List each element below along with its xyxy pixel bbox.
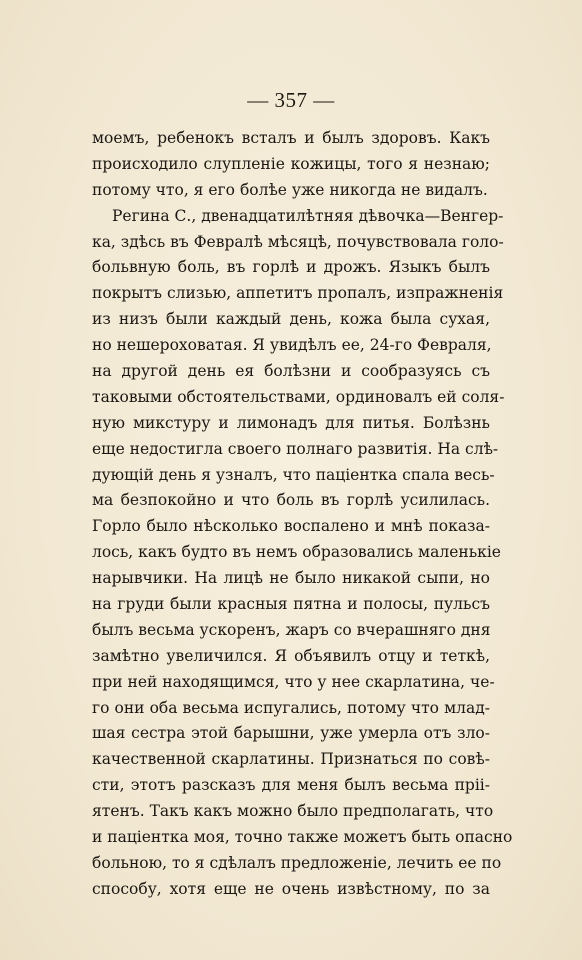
- text-line: ма безпокойно и что боль въ горлѣ усилилась.: [92, 491, 490, 510]
- text-line: потому что, я его болѣе уже никогда не видалъ.: [92, 180, 488, 199]
- text-line: ка, здѣсь въ Февралѣ мѣсяцѣ, почувствовала голо-: [92, 232, 504, 251]
- text-line: при ней находящимся, что у нее скарлатина, че-: [92, 672, 495, 691]
- text-line: больвную боль, въ горлѣ и дрожъ. Языкъ былъ: [92, 258, 490, 277]
- paragraph-start-line: Регина С., двенадцатилѣтняя дѣвочка—Венгер-: [112, 206, 504, 225]
- text-line: покрытъ слизью, аппетитъ пропалъ, изпражненія: [92, 284, 504, 303]
- text-line: но нешероховатая. Я увидѣлъ ее, 24-го Февраля,: [92, 336, 492, 355]
- text-line: таковыми обстоятельствами, ординовалъ ей соля-: [92, 387, 505, 406]
- text-line: из низъ были каждый день, кожа была сухая,: [92, 310, 490, 329]
- text-line: былъ весьма ускоренъ, жаръ со вчерашняго дня: [92, 620, 491, 639]
- text-line: на другой день ея болѣзни и сообразуясь съ: [92, 362, 490, 381]
- text-line: замѣтно увеличился. Я объявилъ отцу и теткѣ,: [92, 646, 490, 665]
- text-line: шая сестра этой барышни, уже умерла отъ зло-: [92, 724, 490, 743]
- text-line: способу, хотя еще не очень извѣстному, по за: [92, 879, 490, 898]
- text-line: больною, то я сдѣлалъ предложеніе, лечить ее по: [92, 853, 502, 872]
- text-line: моемъ, ребенокъ всталъ и былъ здоровъ. Какъ: [92, 129, 490, 147]
- text-line: и паціентка моя, точно также можетъ быть опасно: [92, 828, 513, 847]
- body-text: [92, 126, 513, 903]
- text-line: еще недостигла своего полнаго развитія. На слѣ-: [92, 439, 499, 458]
- text-line: дующій день я узналъ, что паціентка спала весь-: [92, 465, 495, 484]
- text-line: лось, какъ будто въ немъ образовались маленькіе: [92, 543, 501, 562]
- text-line: происходило слупленіе кожицы, того я незнаю;: [92, 154, 490, 173]
- text-line: го они оба весьма испугались, потому что млад-: [92, 698, 490, 717]
- text-line: качественной скарлатины. Признаться по совѣ-: [92, 750, 490, 769]
- text-line: Горло было нѣсколько воспалено и мнѣ показа-: [92, 517, 490, 536]
- text-line: ную микстуру и лимонадъ для питья. Болѣзнь: [92, 413, 490, 432]
- text-line: сти, этотъ разсказъ для меня былъ весьма пріі-: [92, 776, 490, 795]
- text-line: ятенъ. Такъ какъ можно было предполагать, что: [92, 802, 494, 821]
- page-number: — 357 —: [247, 88, 335, 112]
- text-line: нарывчики. На лицѣ не было никакой сыпи, но: [92, 569, 490, 588]
- text-line: на груди были красныя пятна и полосы, пульсъ: [92, 595, 490, 614]
